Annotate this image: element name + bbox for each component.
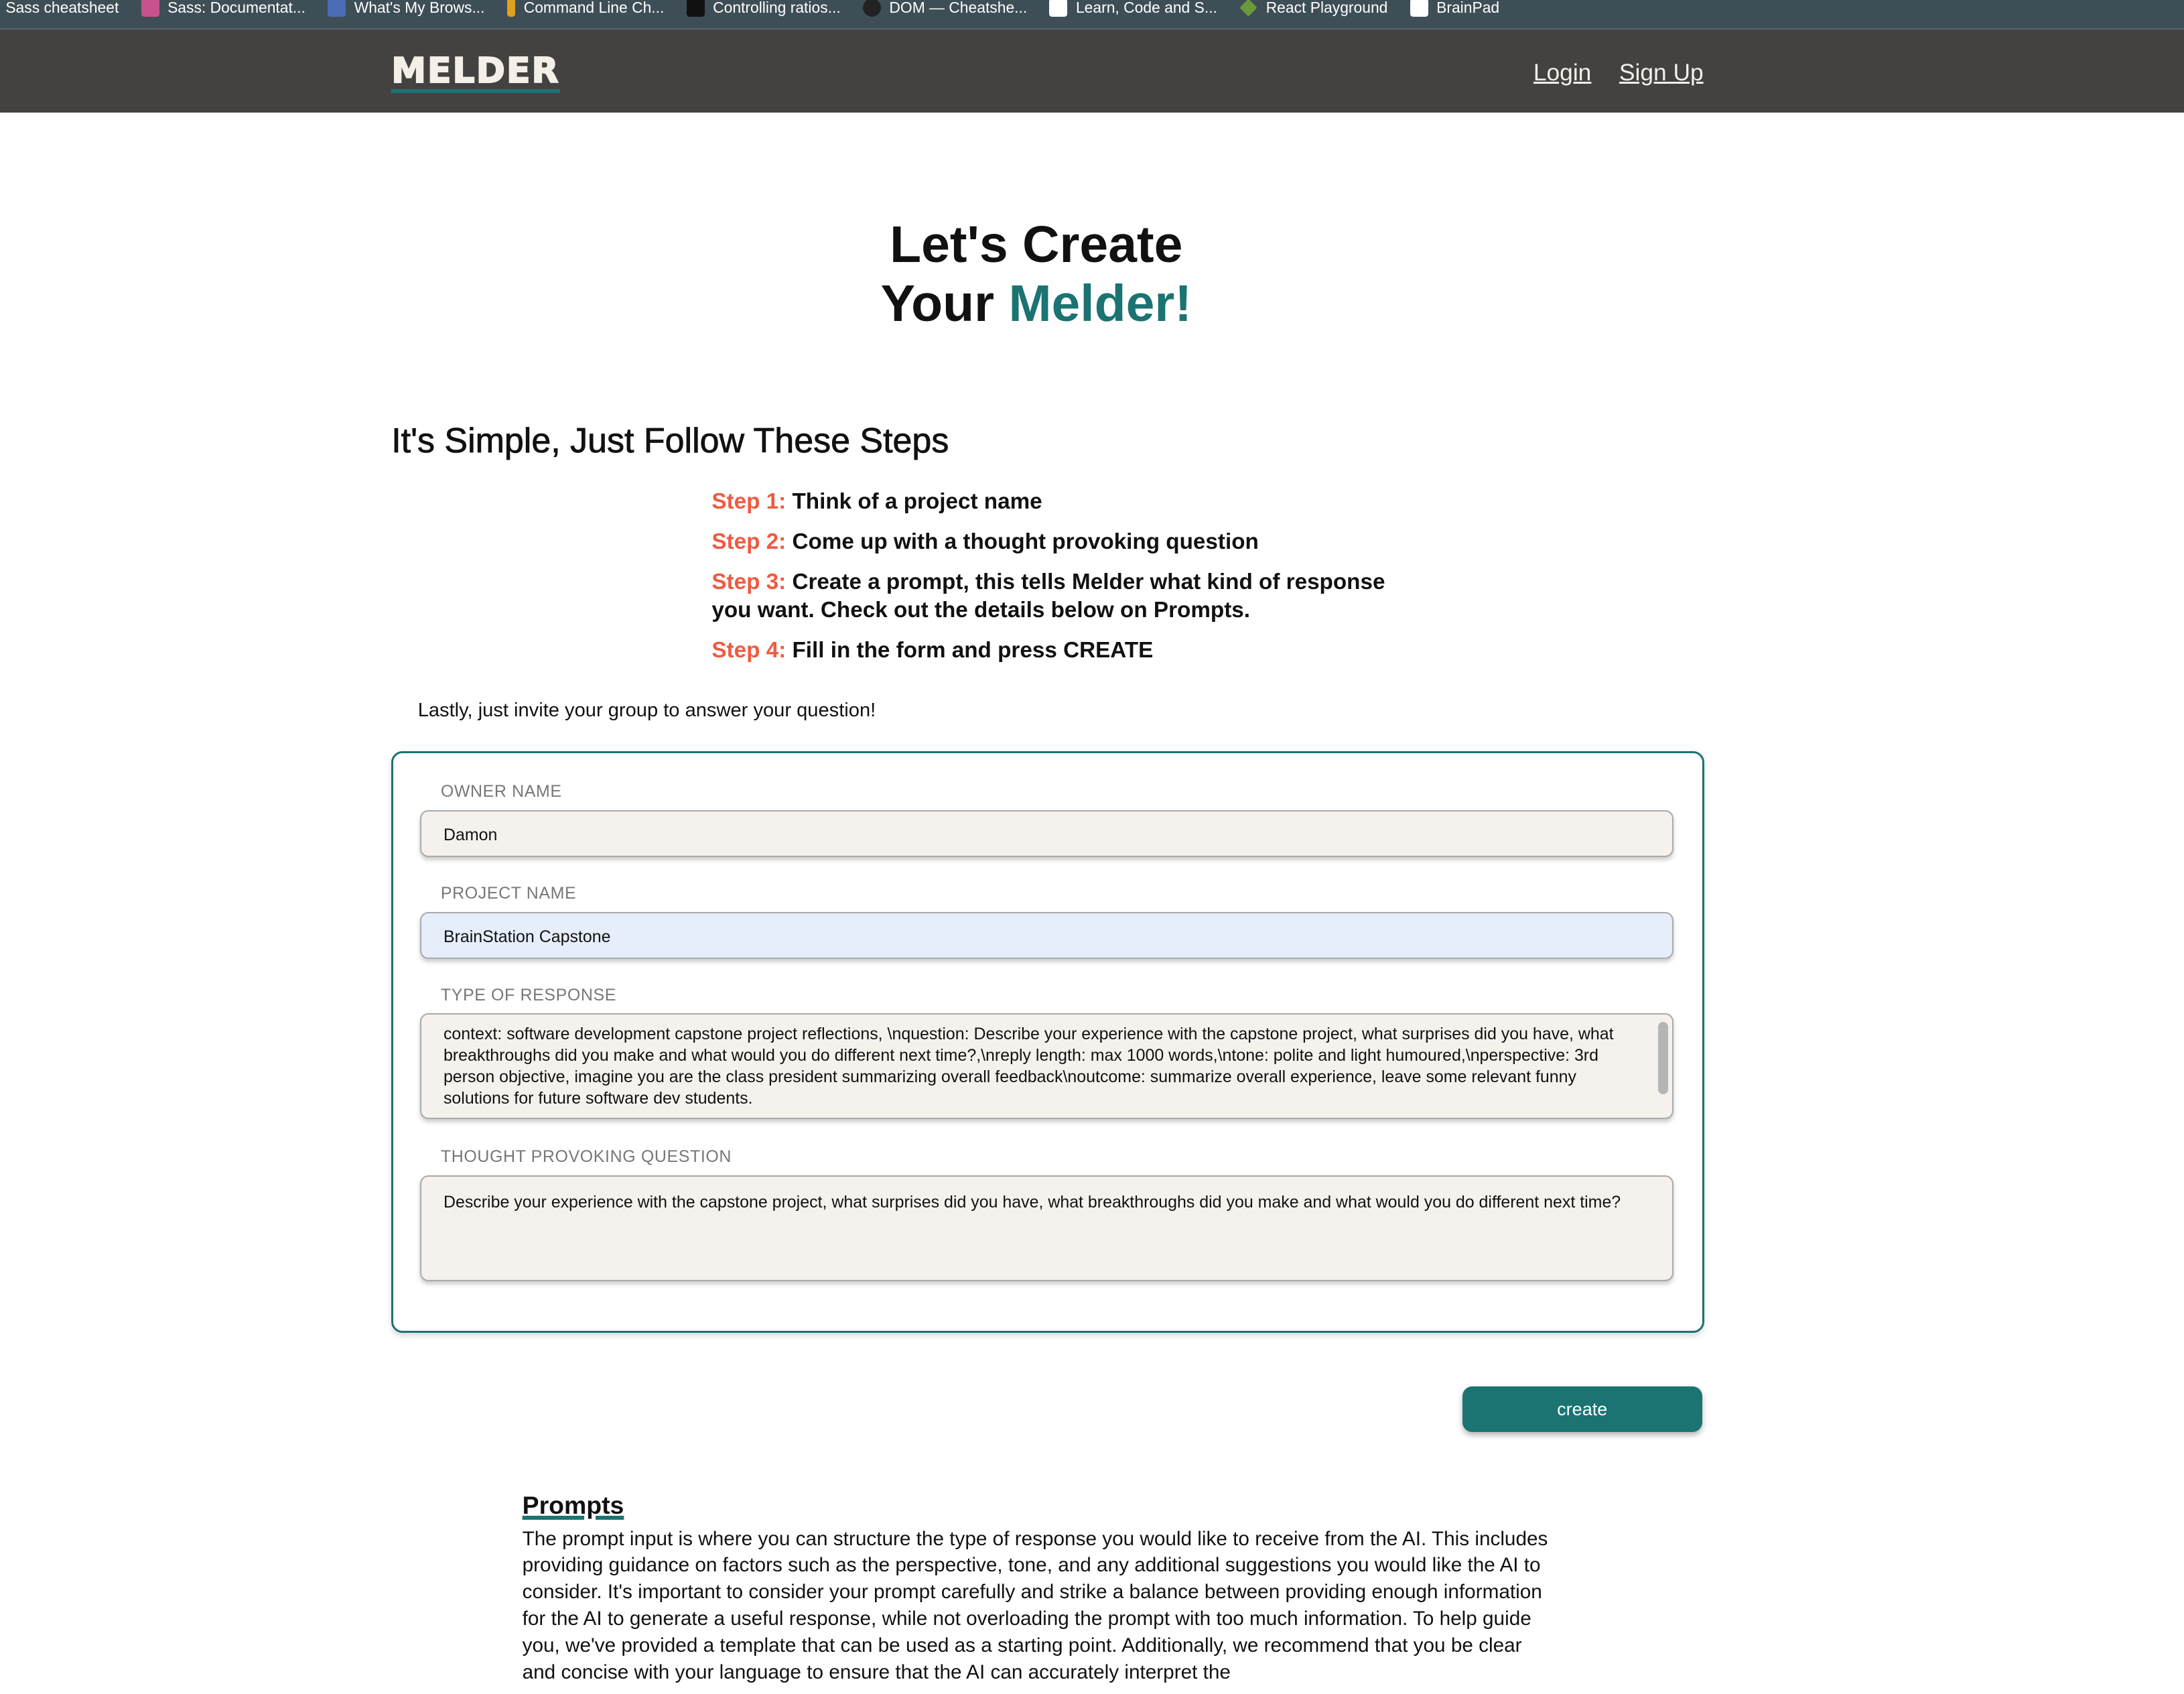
step-key: Step 1: [711, 488, 787, 514]
prompts-heading: Prompts [522, 1490, 624, 1519]
github-icon [863, 0, 881, 17]
question-label: THOUGHT PROVOKING QUESTION [440, 1147, 732, 1166]
fx-icon [328, 0, 346, 17]
signup-link[interactable]: Sign Up [1619, 60, 1704, 86]
invite-note: Lastly, just invite your group to answer your question! [417, 699, 876, 721]
code-icon [1049, 0, 1067, 17]
step-text: Come up with a thought provoking question [792, 529, 1259, 554]
bookmark-label: React Playground [1266, 0, 1388, 16]
bookmark-label: What's My Brows... [354, 0, 485, 16]
prompts-description: The prompt input is where you can structure the type of response you would like to receive from the AI. This includes providing guidance on factors such as the perspective, tone, and any additional suggestions you would like the AI to consider. It's important to consider your prompt carefully and strike a balance between providing enough information for the AI to generate a useful response, while not overloading the prompt with too much information. To help guide you, we've provided a template that can be used as a starting point. Additionally, we recommend that you be clear and concise with your language to ensure that the AI can accurately interpret the [522, 1527, 1548, 1684]
bookmark-label: Learn, Code and S... [1075, 0, 1217, 16]
steps-list [711, 488, 1408, 677]
pencil-icon [507, 0, 515, 17]
bookmark[interactable] [141, 0, 305, 17]
project-name-input[interactable]: BrainStation Capstone [420, 912, 1674, 960]
create-button[interactable]: create [1462, 1386, 1702, 1433]
bookmark[interactable] [687, 0, 841, 17]
title-line: Your [880, 274, 1009, 332]
bookmark-label: DOM — Cheatshe... [889, 0, 1028, 16]
bookmark-label: BrainPad [1436, 0, 1500, 16]
owner-name-label: OWNER NAME [440, 782, 562, 801]
step-text: Fill in the form and press CREATE [792, 638, 1154, 663]
logo[interactable]: MELDER [391, 53, 559, 93]
bookmark[interactable] [1239, 0, 1387, 17]
create-form [391, 751, 1704, 1333]
step [711, 528, 1408, 556]
question-textarea[interactable]: Describe your experience with the capstone project, what surprises did you have, what breakthroughs did you make and what would you do different next time? [420, 1175, 1674, 1281]
bookmark-label: Sass cheatsheet [5, 0, 119, 16]
bookmark-label: Sass: Documentat... [167, 0, 305, 16]
bookmark-label: Command Line Ch... [523, 0, 665, 16]
bookmark[interactable] [507, 0, 665, 17]
step-text: Create a prompt, this tells Melder what kind of response you want. Check out the details below on Prompts. [711, 570, 1385, 623]
login-link[interactable]: Login [1533, 60, 1592, 86]
step-text: Think of a project name [792, 488, 1042, 514]
page-title [0, 216, 2073, 333]
step-key: Step 2: [711, 529, 787, 554]
response-type-textarea[interactable] [420, 1013, 1674, 1119]
response-type-label: TYPE OF RESPONSE [440, 985, 617, 1004]
title-line: Let's Create [890, 216, 1183, 274]
bookmark-label: Controlling ratios... [713, 0, 841, 16]
sass-icon [141, 0, 159, 17]
step [711, 488, 1408, 516]
step-key: Step 4: [711, 638, 787, 663]
scrollbar[interactable] [1658, 1022, 1668, 1094]
react-playground-icon [1239, 0, 1257, 17]
owner-name-input[interactable]: Damon [420, 810, 1674, 858]
site-header [0, 29, 2184, 113]
steps-heading: It's Simple, Just Follow These Steps [391, 421, 949, 460]
brainpad-icon [1410, 0, 1428, 17]
response-type-text: context: software development capstone project reflections, \nquestion: Describe your experience with the capstone project, what surprises did you have, what breakthroughs did you make and what would you do different next time?,\nreply length: max 1000 words,\ntone: polite and light humoured,\nperspective: 3rd person objective, imagine you are the class president summarizing overall feedback\noutcome: summarize overall experience, leave some relevant funny solutions for future software dev students. [443, 1024, 1614, 1108]
m-icon [687, 0, 705, 17]
project-name-label: PROJECT NAME [440, 884, 577, 903]
bookmark[interactable] [863, 0, 1027, 17]
step [711, 637, 1408, 665]
nav [1533, 60, 1704, 86]
bookmark[interactable] [328, 0, 484, 17]
bookmark[interactable] [1049, 0, 1217, 17]
bookmarks-bar [0, 0, 2184, 29]
bookmark[interactable] [1410, 0, 1500, 17]
step-key: Step 3: [711, 570, 787, 595]
bookmark[interactable] [5, 0, 119, 17]
title-accent: Melder! [1008, 274, 1192, 332]
step [711, 568, 1408, 624]
